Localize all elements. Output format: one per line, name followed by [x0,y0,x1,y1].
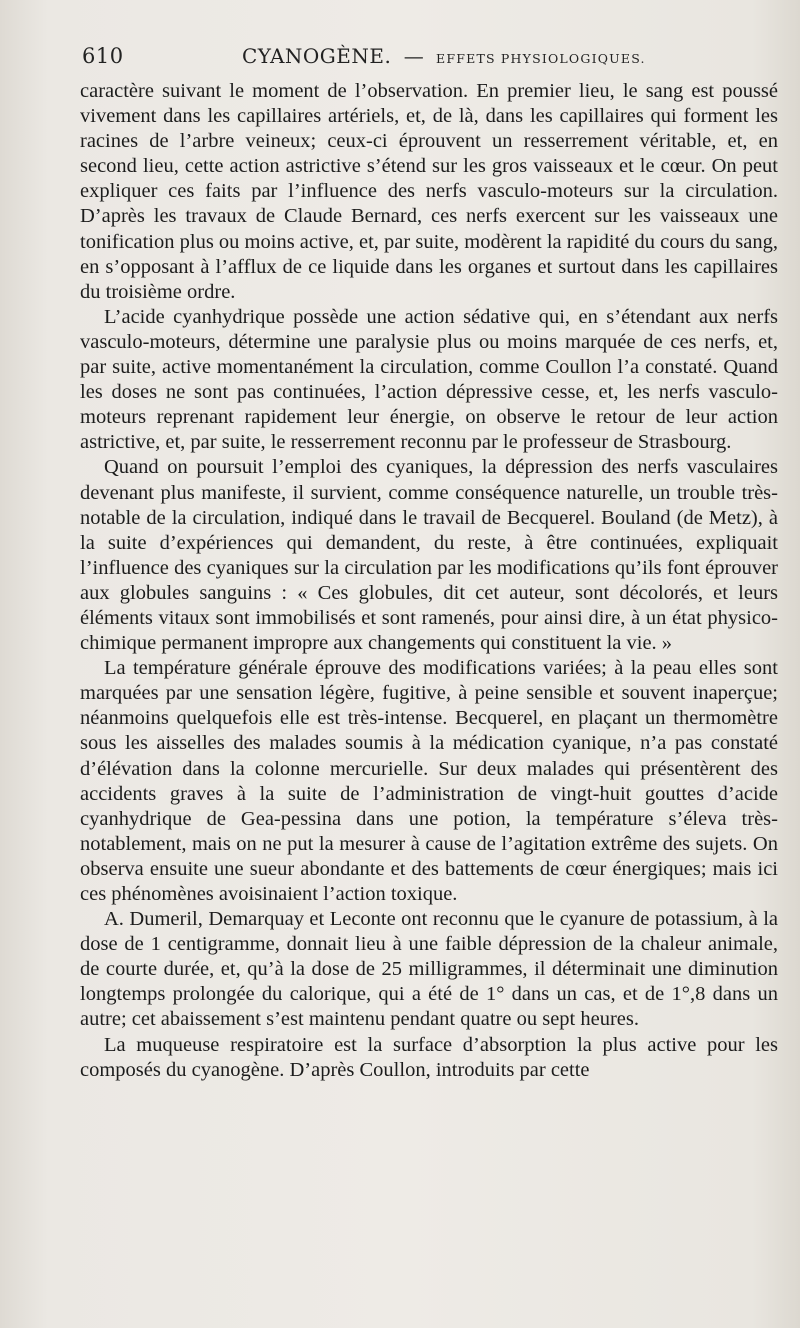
page-number: 610 [82,44,124,68]
paragraph-5: A. Dumeril, Demarquay et Leconte ont reconnu que le cyanure de potassium, à la dose de 1 centigramme, donnait lieu à une faible dépression de la chaleur animale, de courte durée, et, qu’à la dose de 25 milligrammes, il déterminait une diminution longtemps prolongée du calorique, qui a été de 1° dans un cas, et de 1°,8 dans un autre; cet abaissement s’est maintenu pendant quatre ou sept heures. [80,908,778,1031]
running-title [242,44,646,68]
running-title-subtitle: EFFETS PHYSIOLOGIQUES. [436,51,646,66]
page-header [82,44,742,74]
paragraph-6: La muqueuse respiratoire est la surface d’absorption la plus active pour les composés du cyanogène. D’après Coullon, introduits par cette [80,1033,778,1081]
running-title-separator: — [403,44,424,68]
paragraph-2: L’acide cyanhydrique possède une action sédative qui, en s’étendant aux nerfs vasculo-moteurs, détermine une paralysie plus ou moins marquée de ces nerfs, et, par suite, active momentanément la circulation, comme Coullon l’a constaté. Quand les doses ne sont pas continuées, l’action dépressive cesse, et, les nerfs vasculo-moteurs reprenant rapidement leur énergie, on observe le retour de leur action astrictive, et, par suite, le resserrement reconnu par le professeur de Strasbourg. [80,305,778,454]
paragraph-4: La température générale éprouve des modifications variées; à la peau elles sont marquées par une sensation légère, fugitive, à peine sensible et souvent inaperçue; néanmoins quelquefois elle est très-intense. Becquerel, en plaçant un thermomètre sous les aisselles des malades soumis à la médication cyanique, n’a pas constaté d’élévation dans la colonne mercurielle. Sur deux malades qui présentèrent des accidents graves à la suite de l’administration de vingt-huit gouttes d’acide cyanhydrique de Gea-pessina dans une potion, la température s’éleva très-notablement, mais on ne put la mesurer à cause de l’agitation extrême des sujets. On observa ensuite une sueur abondante et des battements de cœur énergiques; mais ici ces phénomènes avoisinaient l’action toxique. [80,657,778,905]
paragraph-1: caractère suivant le moment de l’observation. En premier lieu, le sang est poussé vivement dans les capillaires artériels, et, de là, dans les capillaires qui forment les racines de l’arbre veineux; ceux-ci éprouvent un resserrement véritable, et, en second lieu, cette action astrictive s’étend sur les gros vaisseaux et le cœur. On peut expliquer ces faits par l’influence des nerfs vasculo-moteurs sur la circulation. D’après les travaux de Claude Bernard, ces nerfs exercent sur les vaisseaux une tonification plus ou moins active, et, par suite, modèrent la rapidité du cours du sang, en s’opposant à l’afflux de ce liquide dans les organes et surtout dans les capillaires du troisième ordre. [80,80,778,303]
running-title-main: CYANOGÈNE. [242,44,392,68]
body-text [80,79,778,1083]
paragraph-3: Quand on poursuit l’emploi des cyaniques, la dépression des nerfs vasculaires devenant plus manifeste, il survient, comme conséquence naturelle, un trouble très-notable de la circulation, indiqué dans le travail de Becquerel. Bouland (de Metz), à la suite d’expériences qui demandent, du reste, à être continuées, expliquait l’influence des cyaniques sur la circulation par les modifications qu’ils font éprouver aux globules sanguins : « Ces globules, dit cet auteur, sont décolorés, et leurs éléments vitaux sont immobilisés et sont ramenés, pour ainsi dire, à un état physico-chimique permanent impropre aux changements qui constituent la vie. » [80,456,778,655]
